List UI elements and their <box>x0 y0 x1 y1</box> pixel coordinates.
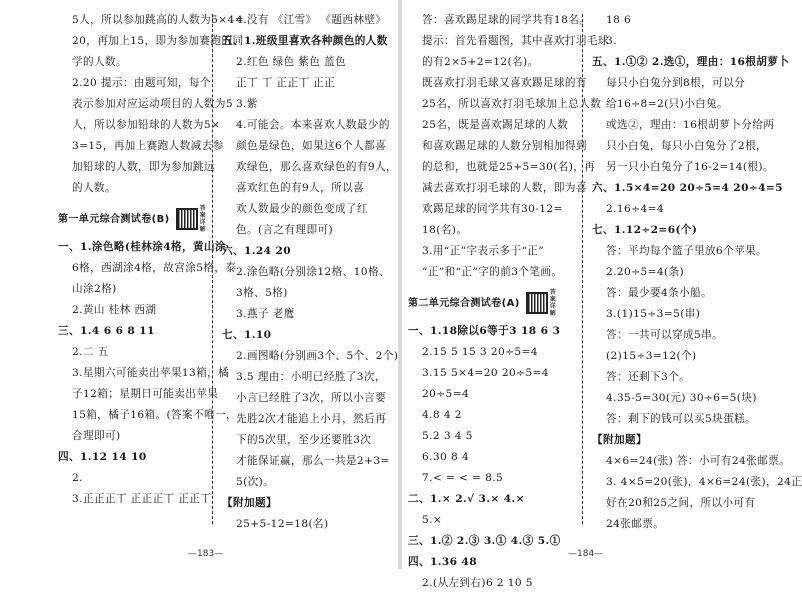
answer-line: 2.红色 绿色 紫色 蓝色 <box>236 56 347 68</box>
answer-line: 4.35-5=30(元) 30÷6=5(块) <box>606 392 757 404</box>
answer-line: 2.二 五 <box>72 346 109 358</box>
answer-line: 另一只小白兔分了16-2=14(根)。 <box>606 161 774 173</box>
answer-line: 5(次)。 <box>236 476 275 488</box>
column-divider <box>582 14 583 524</box>
answer-line: 六、1.24 20 <box>222 245 292 257</box>
answer-line: 24张邮票。 <box>606 518 665 530</box>
answer-line: 先胜2次才能追上小月，然后再 <box>236 413 387 425</box>
answer-line: 加铅球的人数，即为参加跳远 <box>72 161 215 173</box>
right-column-2 <box>592 10 802 535</box>
answer-line: 3.15 5×4=20 20÷5=4 <box>422 367 549 379</box>
answer-line: 答：喜欢踢足球的同学共有18名。 <box>422 14 591 26</box>
test-section-title <box>408 289 576 317</box>
answer-line: 2.20 提示：由题可知，每个 <box>72 77 211 89</box>
answer-line: 2.15 5 15 3 20÷5=4 <box>422 346 538 358</box>
answer-line: 学的人数。 <box>72 56 127 68</box>
answer-line: 6格，西湖涂4格，故宫涂5格，泰 <box>72 262 237 274</box>
qr-caption: 答案详解 <box>199 205 206 233</box>
answer-line: 好在20和25之间，所以小可有 <box>606 497 756 509</box>
answer-line: 2.20÷5=4(条) <box>606 266 685 278</box>
answer-line: 5.× <box>422 514 443 526</box>
answer-line: 给16÷8=2(只)小白兔。 <box>606 98 729 110</box>
answer-line: 25名，既是喜欢踢足球的人数 <box>422 119 569 131</box>
answer-line: 下的5次里，至少还要胜3次 <box>236 434 372 446</box>
answer-line: 7.< = < = 8.5 <box>422 472 504 484</box>
answer-line: 5人，所以参加跳高的人数为5×4= <box>72 14 244 26</box>
answer-line: 表示参加对应运动项目的人数为5 <box>72 98 234 110</box>
answer-line: 3. <box>606 35 617 47</box>
answer-line: 小言已经胜了3次，所以小言要 <box>236 392 387 404</box>
answer-line: 五、1.①② 2.选①，理由：16根胡萝卜 <box>592 56 790 68</box>
page-number-left: —183— <box>188 549 224 559</box>
answer-line: 正丅 丅 正正丅 正正 <box>236 77 336 89</box>
left-column-2 <box>222 10 399 535</box>
answer-line: 5.2 3 4 5 <box>422 430 473 442</box>
answer-line: 2.16÷4=4 <box>606 203 665 215</box>
answer-line: 喜欢红色的有9人，所以喜 <box>236 182 365 194</box>
qr-code-icon <box>526 292 548 314</box>
answer-line: 答：还剩下3个。 <box>606 371 691 383</box>
answer-line: 答：一共可以穿成5串。 <box>606 329 724 341</box>
answer-line: 3.(1)15÷3=5(串) <box>606 308 701 320</box>
qr-caption: 答案详解 <box>549 289 557 317</box>
answer-line: 3.星期六可能卖出苹果13箱，橘 <box>72 367 230 379</box>
answer-line: 四、1.12 14 10 <box>58 451 147 463</box>
answer-line: 15箱，橘子16箱。(答案不唯一， <box>72 409 238 421</box>
answer-line: 的人数。 <box>72 182 116 194</box>
answer-line: 【附加题】 <box>222 497 277 509</box>
answer-line: 合理即可) <box>72 430 121 442</box>
answer-line: 的总和，也就是25+5=30(名)，再 <box>422 161 596 173</box>
answer-line: 2.涂色略(分别涂12格、10格、 <box>236 266 390 278</box>
right-page <box>400 0 802 589</box>
answer-line: 四、1.36 48 <box>408 556 478 568</box>
answer-line: 二、1.× 2.√ 3.× 4.× <box>408 493 525 505</box>
answer-line: 山涂2格) <box>72 283 117 295</box>
column-divider <box>212 14 213 524</box>
answer-line: 答：剩下的钱可以买5块蛋糕。 <box>606 413 757 425</box>
answer-line: 欢人数最少的颜色变成了红 <box>236 203 368 215</box>
answer-line: 欢踢足球的同学共有30-12= <box>422 203 563 215</box>
answer-line: 既喜欢打羽毛球又喜欢踢足球的有 <box>422 77 587 89</box>
test-title-text: 第一单元综合测试卷(B) <box>58 213 170 225</box>
answer-line: 人，所以参加铅球的人数为5× <box>72 119 221 131</box>
answer-line: 20，再加上15，即为参加赛跑的同 <box>72 35 244 47</box>
answer-line: 3=15，再加上赛跑人数减去参 <box>72 140 224 152</box>
answer-line: 2.黄山 桂林 西湖 <box>72 304 157 316</box>
answer-line: 3.正正正丅 正正正丅 正正丅 <box>72 493 212 505</box>
left-column-1 <box>58 10 244 535</box>
answer-line: 3.用“正”字表示多于“正” <box>422 245 545 257</box>
answer-line: 3.燕子 老鹰 <box>236 308 295 320</box>
answer-line: 和喜欢踢足球的人数分别相加得到 <box>422 140 587 152</box>
answer-line: 或选②，理由：16根胡萝卜分给两 <box>606 119 775 131</box>
answer-line: 18 6 <box>606 14 632 26</box>
answer-line: 色。(言之有理即可) <box>236 224 334 236</box>
answer-line: 提示：首先看题图，其中喜欢打羽毛球 <box>422 35 609 47</box>
answer-line: 七、1.12÷2=6(个) <box>592 224 698 236</box>
answer-line: 才能保证赢，那么一共是2+3= <box>236 455 390 467</box>
answer-line: 25+5-12=18(名) <box>236 518 329 530</box>
answer-line: 七、1.10 <box>222 329 272 341</box>
answer-line: 一、1.涂色略(桂林涂4格，黄山涂 <box>58 241 226 253</box>
answer-line: 3. 4×5=20(张)，4×6=24(张)，24正 <box>606 476 802 488</box>
answer-line: 三、1.4 6 6 8 11 <box>58 325 155 337</box>
answer-line: 2.画图略(分别画3个、5个、2个) <box>236 350 399 362</box>
answer-line: 18(名)。 <box>422 224 468 236</box>
answer-line: 4.没有 《江雪》 《题西林壁》 <box>236 14 387 26</box>
answer-line: 20÷5=4 <box>422 388 470 400</box>
answer-line: 每只小白兔分到8根，可以分 <box>606 77 746 89</box>
test-section-title <box>58 205 208 233</box>
answer-line: 一、1.18除以6等于3 18 6 3 <box>408 325 561 337</box>
answer-line: 2. <box>72 472 83 484</box>
answer-line: 【附加题】 <box>592 434 647 446</box>
answer-line: 减去喜欢打羽毛球的人数，即为喜 <box>422 182 587 194</box>
answer-line: 三、1.② 2.③ 3.① 4.③ 5.① <box>408 535 561 547</box>
answer-line: 25名，所以喜欢打羽毛球加上总人数 <box>422 98 602 110</box>
answer-line: (2)15÷3=12(个) <box>606 350 697 362</box>
answer-line: 3.紫 <box>236 98 258 110</box>
answer-line: “正”和“正”字的前3个笔画。 <box>422 266 563 278</box>
answer-line: 只小白兔，每只小白兔分了2根， <box>606 140 768 152</box>
answer-line: 颜色是绿色，如果这6个人都喜 <box>236 140 387 152</box>
answer-line: 欢绿色，那么喜欢绿色的有9人， <box>236 161 398 173</box>
answer-line: 3格、5格) <box>236 287 288 299</box>
test-title-text: 第二单元综合测试卷(A) <box>408 297 520 309</box>
answer-line: 4.8 4 2 <box>422 409 462 421</box>
answer-line: 答：最少要4条小船。 <box>606 287 713 299</box>
page-number-right: —184— <box>568 549 604 559</box>
answer-line: 2.(从左到右)6 2 10 5 <box>422 577 533 589</box>
answer-line: 4×6=24(张) 答：小可有24张邮票。 <box>606 455 791 467</box>
answer-line: 子12箱；星期日可能卖出苹果 <box>72 388 219 400</box>
answer-line: 答：平均每个篮子里放6个苹果。 <box>606 245 768 257</box>
answer-line: 的有2×5+2=12(名)。 <box>422 56 539 68</box>
qr-code-icon <box>176 208 198 230</box>
left-page <box>0 0 400 569</box>
answer-line: 五、1.班级里喜欢各种颜色的人数 <box>222 35 388 47</box>
answer-line: 3.5 理由：小明已经胜了3次， <box>236 371 386 383</box>
answer-line: 六、1.5×4=20 20÷5=4 20÷4=5 <box>592 182 783 194</box>
answer-line: 4.可能会。本来喜欢人数最少的 <box>236 119 390 131</box>
answer-line: 6.30 8 4 <box>422 451 470 463</box>
